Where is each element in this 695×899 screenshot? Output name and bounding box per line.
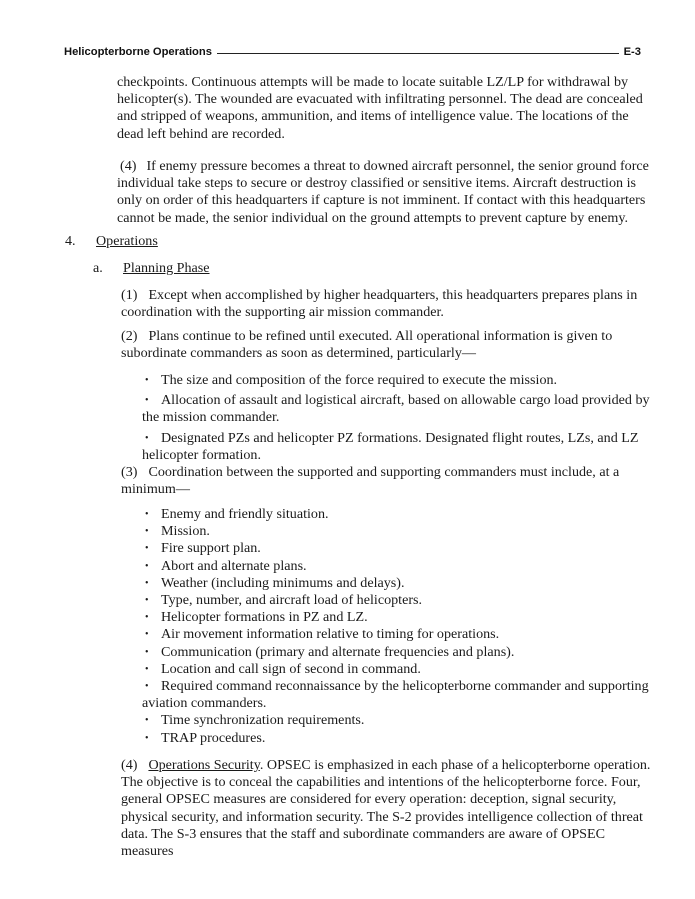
text-line: data. The S-3 ensures that the staff and subordinate commanders are aware of OPSEC measures (121, 825, 606, 860)
list-item: • TRAP procedures. (141, 730, 651, 747)
paragraph-3 (121, 464, 651, 498)
list-item: • Abort and alternate plans. (141, 558, 651, 575)
bullet-icon: • (145, 732, 149, 744)
subsection-letter: a. (93, 260, 103, 276)
text-line: subordinate commanders as soon as determined, particularly— (121, 345, 476, 362)
list-item: • Designated PZs and helicopter PZ formations. Designated flight routes, LZs, and LZ helicopter formation. (142, 429, 639, 463)
list-item: • Location and call sign of second in command. (141, 661, 651, 678)
list-item: • Type, number, and aircraft load of helicopters. (141, 592, 651, 609)
subsection-heading-planning-phase (93, 260, 210, 277)
bullet-icon: • (145, 432, 149, 444)
bullet-icon: • (145, 646, 149, 658)
text-line: (4) If enemy pressure becomes a threat to downed aircraft personnel, the senior ground force (117, 158, 657, 175)
text-line: The objective is to conceal the capabilities and intentions of the helicopterborne force. Four, (121, 774, 641, 791)
text-line: and stripped of weapons, ammunition, and items of intelligence value. The locations of the (117, 108, 629, 125)
list-item: • Helicopter formations in PZ and LZ. (141, 609, 651, 626)
bullet-icon: • (145, 629, 149, 641)
list-item: • The size and composition of the force required to execute the mission. (121, 372, 651, 389)
paragraph-heading: Operations Security (148, 757, 260, 773)
text-line: coordination with the supporting air mission commander. (121, 304, 444, 321)
text-line: checkpoints. Continuous attempts will be made to locate suitable LZ/LP for withdrawal by (117, 74, 629, 90)
list-item: • Mission. (141, 523, 651, 540)
list-item: • Fire support plan. (141, 540, 651, 557)
paragraph-2-bullet-list (121, 372, 651, 464)
bullet-icon: • (145, 509, 149, 520)
bullet-icon: • (145, 395, 149, 407)
list-item: • Required command reconnaissance by the helicopterborne commander and supporting aviation commanders. (142, 678, 649, 712)
bullet-icon: • (145, 715, 149, 727)
paragraph-4-operations-security (121, 757, 651, 860)
paragraph-1 (121, 287, 651, 321)
list-item: • Weather (including minimums and delays). (141, 575, 651, 592)
text-line: (2) Plans continue to be refined until executed. All operational information is given to (121, 328, 613, 344)
page-number: E-3 (623, 46, 641, 58)
paragraph-4-downed-aircraft (117, 158, 657, 227)
bullet-icon: • (145, 595, 149, 607)
paragraph-number: (4) (121, 757, 138, 773)
text-line: dead left behind are recorded. (117, 125, 285, 142)
paragraph-number: (4) (120, 158, 137, 174)
bullet-icon: • (145, 612, 149, 624)
bullet-icon: • (145, 375, 149, 386)
bullet-icon: • (145, 663, 149, 675)
list-item: • Allocation of assault and logistical aircraft, based on allowable cargo load provided by the mission commander. (142, 392, 650, 426)
header-rule (217, 53, 619, 54)
section-heading-operations (65, 233, 158, 250)
text-line: individual take steps to secure or destroy classified or sensitive items. Aircraft destruction is (117, 175, 636, 192)
header-title: Helicopterborne Operations (64, 46, 212, 58)
text-line: cannot be made, the senior individual on the ground attempts to prevent capture by enemy. (117, 209, 629, 226)
text-line: general OPSEC measures are considered for every operation: deception, signal security, (121, 791, 617, 808)
text-line: (3) Coordination between the supported and supporting commanders must include, at a (121, 464, 620, 480)
running-header (64, 44, 641, 60)
list-item: • Time synchronization requirements. (141, 712, 651, 729)
continuation-paragraph (117, 74, 647, 143)
paragraph-3-bullet-list (141, 506, 651, 747)
text-line: minimum— (121, 481, 190, 498)
paragraph-number: (3) (121, 464, 138, 480)
bullet-icon: • (145, 577, 149, 589)
bullet-icon: • (145, 560, 149, 572)
subsection-title: Planning Phase (123, 260, 210, 276)
paragraph-number: (1) (121, 287, 138, 303)
paragraph-number: (2) (121, 328, 138, 344)
text-line: helicopter(s). The wounded are evacuated with infiltrating personnel. The dead are concealed (117, 91, 643, 108)
bullet-icon: • (145, 526, 149, 538)
text-line: only on order of this headquarters if capture is not imminent. If contact with this headquarters (117, 192, 646, 209)
bullet-icon: • (145, 681, 149, 693)
text-line: physical security, and information security. The S-2 provides intelligence collection of threat (121, 808, 643, 825)
list-item: • Air movement information relative to timing for operations. (141, 626, 651, 643)
list-item: • Enemy and friendly situation. (141, 506, 651, 523)
section-title: Operations (96, 233, 158, 249)
text-line: (1) Except when accomplished by higher headquarters, this headquarters prepares plans in (121, 287, 638, 303)
section-number: 4. (65, 233, 76, 249)
paragraph-2 (121, 328, 651, 362)
text-line: (4) Operations Security. OPSEC is emphasized in each phase of a helicopterborne operation. (121, 757, 651, 773)
list-item: • Communication (primary and alternate frequencies and plans). (141, 644, 651, 661)
bullet-icon: • (145, 543, 149, 555)
